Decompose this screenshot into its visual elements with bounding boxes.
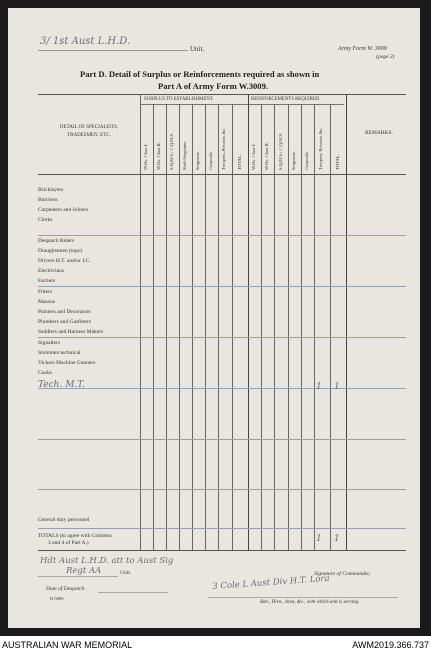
col-rule-s2 (166, 104, 167, 550)
row-label: Drivers H.T. and/or I.C. (38, 258, 91, 264)
totals-count-total: 1 (334, 534, 340, 544)
col-rule-r2 (274, 104, 275, 550)
row-label: Farriers (38, 278, 56, 284)
surplus-col-header-8: TOTAL. (237, 154, 242, 170)
date-of-despatch-label: Date of Despatch (46, 586, 85, 592)
row-label: Storemen technical (38, 350, 81, 356)
unit-line (38, 576, 118, 577)
col-rule-r1 (261, 104, 262, 550)
form-page-number: (page 2) (376, 54, 395, 60)
surplus-col-header-4: Staff-Sergeants. (182, 140, 187, 170)
row-label: Cooks (38, 370, 53, 376)
surplus-col-header-5: Sergeants. (195, 151, 200, 170)
unit-handwritten: 3/ 1st Aust L.H.D. (40, 36, 131, 47)
reinforcement-col-header-5: Corporals. (304, 150, 309, 170)
col-rule-s5 (205, 104, 206, 550)
col-rule-s3 (179, 104, 180, 550)
surplus-col-header-3: S.Q.M.S.; C.Q.M.S. (169, 132, 174, 170)
group-separator-7 (38, 528, 406, 529)
surplus-col-header-1: W.Os. Class I. (143, 143, 148, 170)
form-reference: Army Form W. 3009 (338, 46, 387, 52)
surplus-col-header-7: Troopers, Privates, &c. (221, 127, 226, 170)
footer-unit-label: Unit. (120, 570, 132, 576)
header-bottom-border (38, 174, 406, 175)
unit-underline (38, 50, 188, 51)
row-label: Draughtsmen (topo) (38, 248, 83, 254)
col-rule-s1 (153, 104, 154, 550)
group-separator-1 (38, 235, 406, 236)
col-rule-r6 (330, 104, 331, 550)
signature-sub-label: Bde., Divn., Area, &c., with which unit is serving. (260, 600, 360, 605)
col-rule-surplus-end (248, 94, 249, 550)
unit-label: Unit. (190, 45, 205, 53)
form-title-line1: Part D. Detail of Surplus or Reinforcements required as shown in (80, 69, 320, 79)
row-label: Electricians (38, 268, 64, 274)
row-label: Clerks (38, 217, 53, 223)
col-rule-s4 (192, 104, 193, 550)
reinforcement-col-header-1: W.Os. Class I. (251, 143, 256, 170)
group-separator-6 (38, 489, 406, 490)
surplus-col-header-2: W.Os. Class II. (156, 142, 161, 170)
group-separator-2 (38, 286, 406, 287)
reinforcement-col-header-6: Troopers, Privates, &c. (318, 127, 323, 170)
group-separator-3 (38, 337, 406, 338)
row-label: Plumbers and Gasfitters (38, 319, 91, 325)
handwritten-count-surplus: 1 (316, 382, 322, 392)
date-form-code: D.3009. (50, 596, 65, 601)
table-top-border (38, 94, 406, 95)
remarks-header: REMARKS. (365, 130, 393, 136)
surplus-col-header-6: Corporals. (208, 150, 213, 170)
row-label: Bricklayers (38, 187, 64, 193)
col-rule-r3 (288, 104, 289, 550)
archive-credit-bar (0, 636, 431, 653)
table-bottom-border (38, 550, 406, 551)
form-title-line2: Part A of Army Form W.3009. (158, 81, 269, 91)
form-page (8, 8, 420, 628)
archive-institution: AUSTRALIAN WAR MEMORIAL (2, 640, 133, 650)
row-label-general-duty: General duty personnel (38, 517, 90, 523)
reinforcement-group-header: REINFORCEMENTS REQUIRED. (251, 97, 321, 102)
totals-count-surplus: 1 (316, 534, 322, 544)
signature-label: Signature of Commander, (314, 571, 371, 577)
col-rule-reinforcement-end (346, 94, 347, 550)
archive-item-number: AWM2019.366.737 (352, 640, 429, 650)
row-label: Signallers (38, 340, 60, 346)
handwritten-trade-entry: Tech. M.T. (38, 380, 85, 390)
reinforcement-col-header-4: Sergeants. (291, 151, 296, 170)
reinforcement-col-header-2: W.Os. Class II. (264, 142, 269, 170)
row-label: Painters and Decorators (38, 309, 91, 315)
row-label: Fitters (38, 289, 53, 295)
row-label: Saddlers and Harness Makers (38, 329, 104, 335)
handwritten-count-total: 1 (334, 382, 340, 392)
col-rule-s6 (218, 104, 219, 550)
detail-column-header: DETAIL OF SPECIALISTS, TRADESMEN, ETC. (59, 125, 119, 138)
row-label: Carpenters and Joiners (38, 207, 89, 213)
col-rule-s7 (232, 104, 233, 550)
reinforcement-col-header-7: TOTAL. (335, 154, 340, 170)
totals-label-line2: 3 and 4 of Part A.) (48, 540, 89, 546)
signature-handwritten: 3 Cole L Aust Div H.T. Lora (212, 573, 330, 592)
handwritten-unit-line2: Regt AA (66, 566, 102, 576)
group-separator-5 (38, 439, 406, 440)
row-label: Vickers Machine Gunners (38, 360, 96, 366)
row-label: Butchers (38, 197, 58, 203)
col-rule-r5 (314, 104, 315, 550)
totals-label-line1: TOTALS (to agree with Columns (38, 533, 112, 539)
reinforcement-col-header-3: S.Q.M.S.; C.Q.M.S. (278, 132, 283, 170)
handwritten-unit-line1: Hdt Aust L.H.D. att to Aust Sig (40, 556, 174, 566)
col-rule-r4 (301, 104, 302, 550)
row-label: Despatch Riders (38, 238, 75, 244)
group-separator-4 (38, 388, 406, 389)
row-label: Masons (38, 299, 56, 305)
surplus-group-header: SURPLUS TO ESTABLISHMENT. (144, 97, 214, 102)
signature-line (208, 597, 398, 598)
col-rule-detail (140, 94, 141, 550)
date-line (98, 592, 168, 593)
